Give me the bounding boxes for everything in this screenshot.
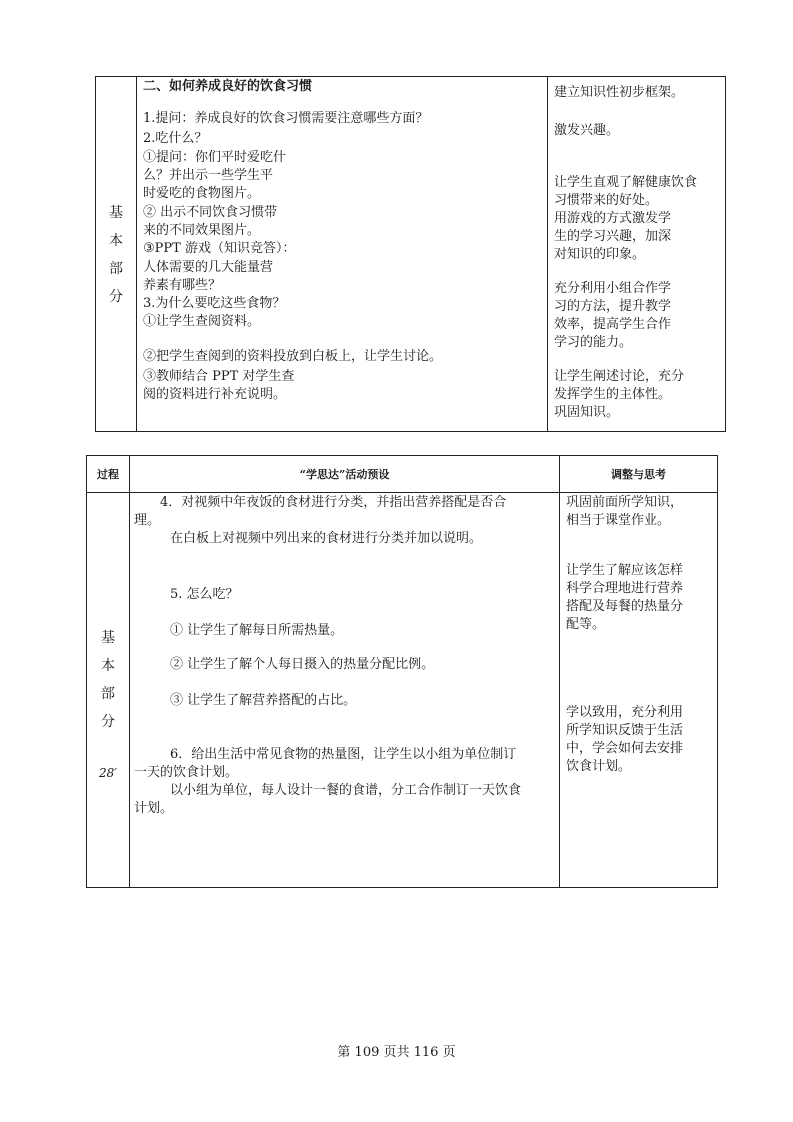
section-label-char: 部 xyxy=(109,261,123,277)
note-line: 让学生阐述讨论，充分 xyxy=(554,369,685,384)
content-line: 一天的饮食计划。 xyxy=(134,765,239,780)
note-line: 所学知识反馈于生活 xyxy=(566,723,684,738)
section-label xyxy=(87,493,129,887)
header-activity: “学思达”活动预设 xyxy=(299,468,390,481)
content-line: ② 让学生了解个人每日摄入的热量分配比例。 xyxy=(170,657,435,672)
note-line: 效率，提高学生合作 xyxy=(554,317,672,332)
content-line: ③教师结合 PPT 对学生查 xyxy=(143,369,295,384)
section-heading: 二、如何养成良好的饮食习惯 xyxy=(143,79,313,94)
section-label-char: 部 xyxy=(101,686,115,702)
notes-cell xyxy=(548,77,725,431)
content-line: 理。 xyxy=(134,513,161,528)
content-line: ② 出示不同饮食习惯带 xyxy=(143,205,278,220)
content-line: 计划。 xyxy=(134,801,174,816)
section-label xyxy=(96,77,136,431)
content-cell xyxy=(137,77,547,431)
note-line: 建立知识性初步框架。 xyxy=(554,85,685,100)
content-line: ①让学生查阅资料。 xyxy=(143,314,261,329)
header-reflection: 调整与思考 xyxy=(611,468,666,481)
note-line: 用游戏的方式激发学 xyxy=(554,211,672,226)
content-line: 以小组为单位，每人设计一餐的食谱，分工合作制订一天饮食 xyxy=(170,783,522,798)
note-line: 习惯带来的好处。 xyxy=(554,193,659,208)
content-line: 来的不同效果图片。 xyxy=(143,223,261,238)
notes-cell xyxy=(560,493,717,887)
section-label-char: 分 xyxy=(109,289,123,305)
section-label-char: 基 xyxy=(109,205,123,221)
note-line: 发挥学生的主体性。 xyxy=(554,387,672,402)
note-line: 相当于课堂作业。 xyxy=(566,513,671,528)
content-line: 养素有哪些？ xyxy=(143,278,222,293)
section-label-char: 本 xyxy=(101,658,115,674)
content-line: 4．对视频中年夜饭的食材进行分类，并指出营养搭配是否合 xyxy=(160,495,507,510)
content-line: 在白板上对视频中列出来的食材进行分类并加以说明。 xyxy=(170,531,483,546)
page-number: 第 109 页共 116 页 xyxy=(337,1045,456,1060)
content-line: ①提问：你们平时爱吃什 xyxy=(143,150,287,165)
time-duration: 28′ xyxy=(99,766,117,780)
note-line: 中，学会如何去安排 xyxy=(566,741,684,756)
note-line: 巩固前面所学知识， xyxy=(566,495,684,510)
header-process: 过程 xyxy=(97,468,119,481)
content-line: ③PPT 游戏（知识竞答）： xyxy=(143,241,296,256)
note-line: 生的学习兴趣，加深 xyxy=(554,229,672,244)
note-line: 让学生了解应该怎样 xyxy=(566,563,684,578)
content-line: 么？并出示一些学生平 xyxy=(143,168,274,183)
note-line: 习的方法，提升教学 xyxy=(554,299,672,314)
content-line: 时爱吃的食物图片。 xyxy=(143,186,261,201)
section-label-char: 基 xyxy=(101,630,115,646)
lesson-table-2 xyxy=(86,455,718,888)
note-line: 配等。 xyxy=(566,617,606,632)
note-line: 让学生直观了解健康饮食 xyxy=(554,175,698,190)
content-line: 5. 怎么吃？ xyxy=(170,587,239,602)
content-line: 2.吃什么？ xyxy=(143,131,208,146)
content-line: 人体需要的几大能量营 xyxy=(143,260,274,275)
note-line: 饮食计划。 xyxy=(566,759,632,774)
note-line: 充分利用小组合作学 xyxy=(554,281,672,296)
section-label-char: 本 xyxy=(109,233,123,249)
content-cell xyxy=(130,493,559,887)
content-line: 3.为什么要吃这些食物？ xyxy=(143,296,286,311)
note-line: 对知识的印象。 xyxy=(554,247,646,262)
content-line: ②把学生查阅到的资料投放到白板上，让学生讨论。 xyxy=(143,349,443,364)
lesson-table-1 xyxy=(95,76,726,432)
content-line: 阅的资料进行补充说明。 xyxy=(143,387,287,402)
content-line: 1.提问：养成良好的饮食习惯需要注意哪些方面？ xyxy=(143,111,429,126)
note-line: 搭配及每餐的热量分 xyxy=(566,599,684,614)
content-line: 6．给出生活中常见食物的热量图，让学生以小组为单位制订 xyxy=(170,747,517,762)
note-line: 科学合理地进行营养 xyxy=(566,581,684,596)
note-line: 巩固知识。 xyxy=(554,405,620,420)
note-line: 学习的能力。 xyxy=(554,335,633,350)
section-label-char: 分 xyxy=(101,714,115,730)
note-line: 学以致用，充分利用 xyxy=(566,705,684,720)
note-line: 激发兴趣。 xyxy=(554,123,620,138)
content-line: ① 让学生了解每日所需热量。 xyxy=(170,623,344,638)
content-line: ③ 让学生了解营养搭配的占比。 xyxy=(170,693,357,708)
